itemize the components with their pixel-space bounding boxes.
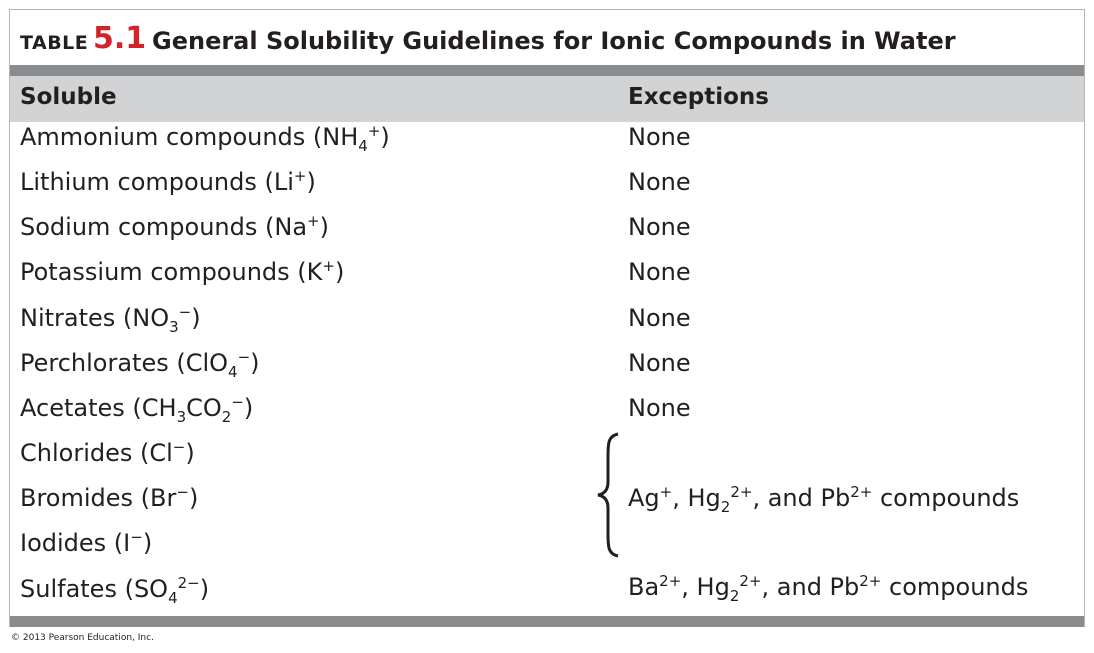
halide-exception-cell <box>628 483 1020 516</box>
exception-text: , Hg <box>681 573 730 601</box>
superscript: − <box>176 483 189 501</box>
superscript: − <box>237 348 251 366</box>
column-header-exceptions: Exceptions <box>628 84 769 110</box>
exception-cell: None <box>628 258 691 286</box>
superscript: + <box>322 257 335 275</box>
exception-text: Ba <box>628 573 660 601</box>
soluble-text: Bromides (Br <box>20 484 177 512</box>
exception-cell: None <box>628 394 691 422</box>
subscript: 2 <box>729 586 740 605</box>
soluble-text: Ammonium compounds (NH <box>20 123 359 151</box>
superscript: + <box>367 122 381 140</box>
top-rule <box>10 65 1084 76</box>
soluble-cell <box>20 483 198 513</box>
soluble-text: Nitrates (NO <box>20 304 170 332</box>
superscript: − <box>172 438 186 456</box>
soluble-cell <box>20 528 152 558</box>
subscript: 2 <box>720 497 731 516</box>
exception-text: compounds <box>881 573 1029 601</box>
soluble-close: ) <box>188 484 199 512</box>
subscript: 4 <box>168 588 178 607</box>
soluble-text: Lithium compounds (Li <box>20 168 294 196</box>
soluble-text: CO <box>186 394 222 422</box>
soluble-cell <box>20 348 260 381</box>
soluble-cell <box>20 393 254 426</box>
superscript: + <box>307 212 320 230</box>
table-label: TABLE <box>20 32 89 54</box>
soluble-cell <box>20 212 329 242</box>
soluble-close: ) <box>185 439 195 467</box>
soluble-text: Acetates (CH <box>20 394 177 422</box>
soluble-close: ) <box>243 394 254 422</box>
exception-text: , and Pb <box>761 573 860 601</box>
copyright-notice: © 2013 Pearson Education, Inc. <box>11 633 154 643</box>
soluble-text: Iodides (I <box>20 529 131 557</box>
soluble-cell <box>20 257 344 287</box>
superscript: 2+ <box>730 483 753 501</box>
subscript: 4 <box>228 362 238 381</box>
soluble-close: ) <box>319 213 329 241</box>
soluble-close: ) <box>199 575 210 603</box>
soluble-text: Perchlorates (ClO <box>20 349 229 377</box>
soluble-text: Sodium compounds (Na <box>20 213 308 241</box>
bottom-rule <box>10 616 1084 627</box>
superscript: 2+ <box>850 483 873 501</box>
table-number: 5.1 <box>93 21 147 56</box>
exception-text: , and Pb <box>752 484 851 512</box>
superscript: + <box>293 167 307 185</box>
soluble-text: Potassium compounds (K <box>20 258 323 286</box>
soluble-cell <box>20 122 390 155</box>
soluble-close: ) <box>306 168 316 196</box>
soluble-cell <box>20 303 201 336</box>
soluble-close: ) <box>250 349 260 377</box>
sulfate-exception-cell <box>628 572 1029 605</box>
solubility-table <box>9 9 1085 627</box>
exception-cell: None <box>628 349 691 377</box>
subscript: 3 <box>169 317 179 336</box>
soluble-close: ) <box>142 529 153 557</box>
superscript: 2+ <box>659 572 682 590</box>
superscript: 2+ <box>859 572 882 590</box>
exception-cell: None <box>628 213 691 241</box>
superscript: − <box>130 528 143 546</box>
superscript: − <box>178 303 192 321</box>
soluble-cell <box>20 167 316 197</box>
exception-cell: None <box>628 304 691 332</box>
superscript: + <box>659 483 673 501</box>
table-title: General Solubility Guidelines for Ionic Compounds in Water <box>152 27 956 55</box>
exception-cell: None <box>628 123 691 151</box>
exception-text: compounds <box>872 484 1020 512</box>
soluble-close: ) <box>380 123 390 151</box>
soluble-cell <box>20 574 210 607</box>
subscript: 3 <box>176 407 187 426</box>
exception-cell: None <box>628 168 691 196</box>
soluble-cell <box>20 438 195 468</box>
soluble-close: ) <box>334 258 345 286</box>
column-header-soluble: Soluble <box>20 84 117 110</box>
subscript: 4 <box>358 136 368 155</box>
table-title-row <box>10 10 1084 65</box>
header-row <box>10 76 1084 122</box>
soluble-text: Chlorides (Cl <box>20 439 173 467</box>
subscript: 2 <box>221 407 232 426</box>
soluble-text: Sulfates (SO <box>20 575 169 603</box>
exception-text: , Hg <box>672 484 721 512</box>
superscript: 2+ <box>739 572 762 590</box>
soluble-close: ) <box>191 304 201 332</box>
superscript: − <box>231 393 244 411</box>
exception-text: Ag <box>628 484 660 512</box>
brace-icon <box>594 432 624 558</box>
superscript: 2− <box>177 574 200 592</box>
